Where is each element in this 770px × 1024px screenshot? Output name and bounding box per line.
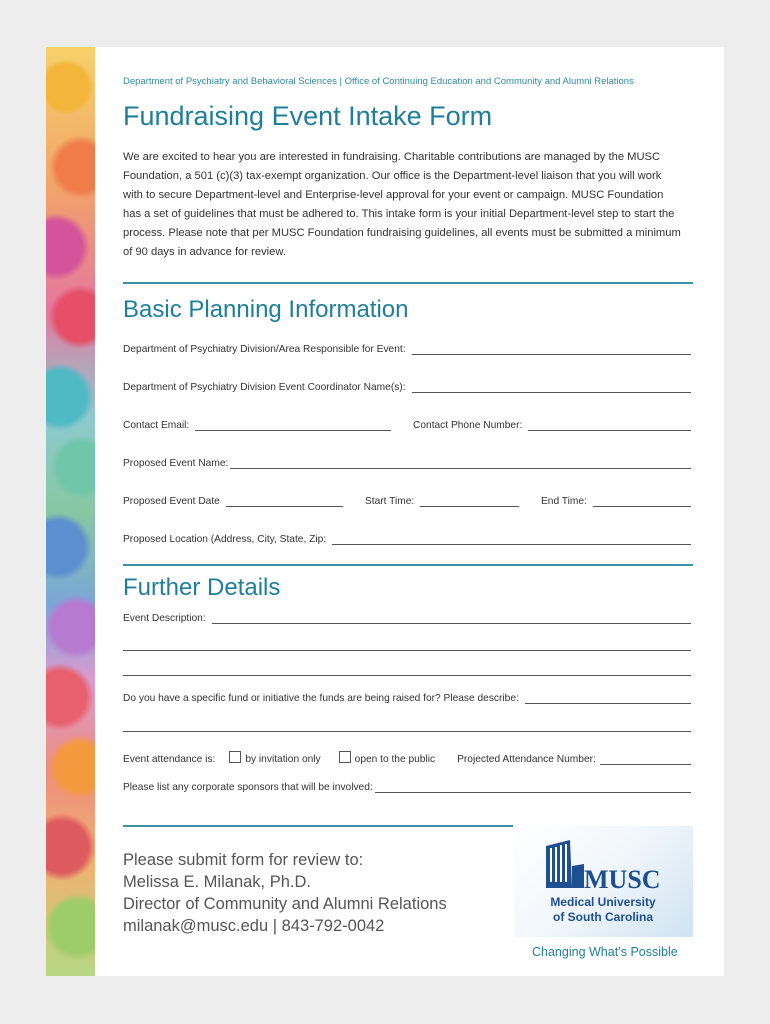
event-name-input-line[interactable] <box>230 458 691 469</box>
contact-title: Director of Community and Alumni Relations <box>123 895 447 913</box>
public-option[interactable] <box>339 751 435 765</box>
musc-building-icon <box>514 826 693 937</box>
projected-attendance-label: Projected Attendance Number: <box>457 754 596 765</box>
sponsors-field[interactable] <box>123 782 691 793</box>
contact-email-phone[interactable]: milanak@musc.edu | 843-792-0042 <box>123 917 385 935</box>
projected-attendance-field[interactable] <box>457 754 691 765</box>
logo-line-2: of South Carolina <box>553 910 653 924</box>
public-label: open to the public <box>354 754 436 765</box>
event-name-label: Proposed Event Name: <box>123 458 229 469</box>
email-input-line[interactable] <box>195 420 391 431</box>
fund-label: Do you have a specific fund or initiative the funds are being raised for? Please describe: <box>123 693 519 704</box>
description-input-line-2[interactable] <box>123 650 691 651</box>
tagline: Changing What’s Possible <box>532 945 678 959</box>
attendance-label: Event attendance is: <box>123 754 216 765</box>
end-time-input-line[interactable] <box>593 496 691 507</box>
invitation-option[interactable] <box>229 751 320 765</box>
division-input-line[interactable] <box>412 344 691 355</box>
sponsors-input-line[interactable] <box>375 782 691 793</box>
logo-line-1: Medical University <box>550 895 656 909</box>
public-checkbox[interactable] <box>339 751 351 763</box>
location-field[interactable] <box>123 534 691 545</box>
phone-field[interactable] <box>413 420 691 431</box>
invitation-checkbox[interactable] <box>229 751 241 763</box>
form-page <box>46 47 724 976</box>
intro-paragraph: We are excited to hear you are interested in fundraising. Charitable contributions are managed by the MUSC Foundation, a 501 (c)(3) tax-exempt organization. Our office is the Department-level liaison that you will work with to secure Department-level and Enterprise-level approval for your event or campaign. MUSC Foundation has a set of guidelines that must be adhered to. This intake form is your initial Department-level step to start the process. Please note that per MUSC Foundation fundraising guidelines, all events must be submitted a minimum of 90 days in advance for review. <box>123 151 681 258</box>
start-time-field[interactable] <box>365 496 519 507</box>
contact-name: Melissa E. Milanak, Ph.D. <box>123 873 311 891</box>
event-name-field[interactable] <box>123 458 691 469</box>
coordinator-input-line[interactable] <box>412 382 691 393</box>
description-input-line-3[interactable] <box>123 675 691 676</box>
end-time-field[interactable] <box>541 496 691 507</box>
projected-attendance-input-line[interactable] <box>600 754 691 765</box>
attendance-row <box>123 751 691 765</box>
page-title: Fundraising Event Intake Form <box>123 101 493 131</box>
phone-input-line[interactable] <box>528 420 691 431</box>
email-field[interactable] <box>123 420 391 431</box>
submit-heading: Please submit form for review to: <box>123 851 364 869</box>
musc-logo <box>514 826 693 937</box>
email-label: Contact Email: <box>123 420 190 431</box>
section-divider <box>123 564 693 566</box>
division-field[interactable] <box>123 344 691 355</box>
event-date-input-line[interactable] <box>226 496 343 507</box>
location-label: Proposed Location (Address, City, State, Zip: <box>123 534 327 545</box>
section-divider <box>123 825 513 827</box>
sponsors-label: Please list any corporate sponsors that will be involved: <box>123 782 373 793</box>
phone-label: Contact Phone Number: <box>413 420 523 431</box>
musc-wordmark: MUSC <box>584 865 661 894</box>
start-time-input-line[interactable] <box>420 496 519 507</box>
event-date-field[interactable] <box>123 496 343 507</box>
fund-input-line-2[interactable] <box>123 731 691 732</box>
fund-field[interactable] <box>123 693 691 704</box>
invitation-label: by invitation only <box>245 754 321 765</box>
date-time-row <box>123 496 691 507</box>
basic-planning-heading: Basic Planning Information <box>123 296 409 323</box>
decorative-watercolor-strip <box>46 47 95 976</box>
coordinator-field[interactable] <box>123 382 691 393</box>
further-details-heading: Further Details <box>123 574 281 601</box>
section-divider <box>123 282 693 284</box>
division-label: Department of Psychiatry Division/Area Responsible for Event: <box>123 344 406 355</box>
coordinator-label: Department of Psychiatry Division Event Coordinator Name(s): <box>123 382 406 393</box>
description-field[interactable] <box>123 613 691 624</box>
contact-row <box>123 420 691 431</box>
department-header: Department of Psychiatry and Behavioral Sciences | Office of Continuing Education and Community and Alumni Relations <box>123 76 634 87</box>
description-input-line[interactable] <box>212 613 691 624</box>
start-time-label: Start Time: <box>365 496 415 507</box>
description-label: Event Description: <box>123 613 206 624</box>
event-date-label: Proposed Event Date <box>123 496 220 507</box>
end-time-label: End Time: <box>541 496 587 507</box>
location-input-line[interactable] <box>332 534 691 545</box>
fund-input-line[interactable] <box>525 693 691 704</box>
submit-instructions <box>123 849 447 937</box>
